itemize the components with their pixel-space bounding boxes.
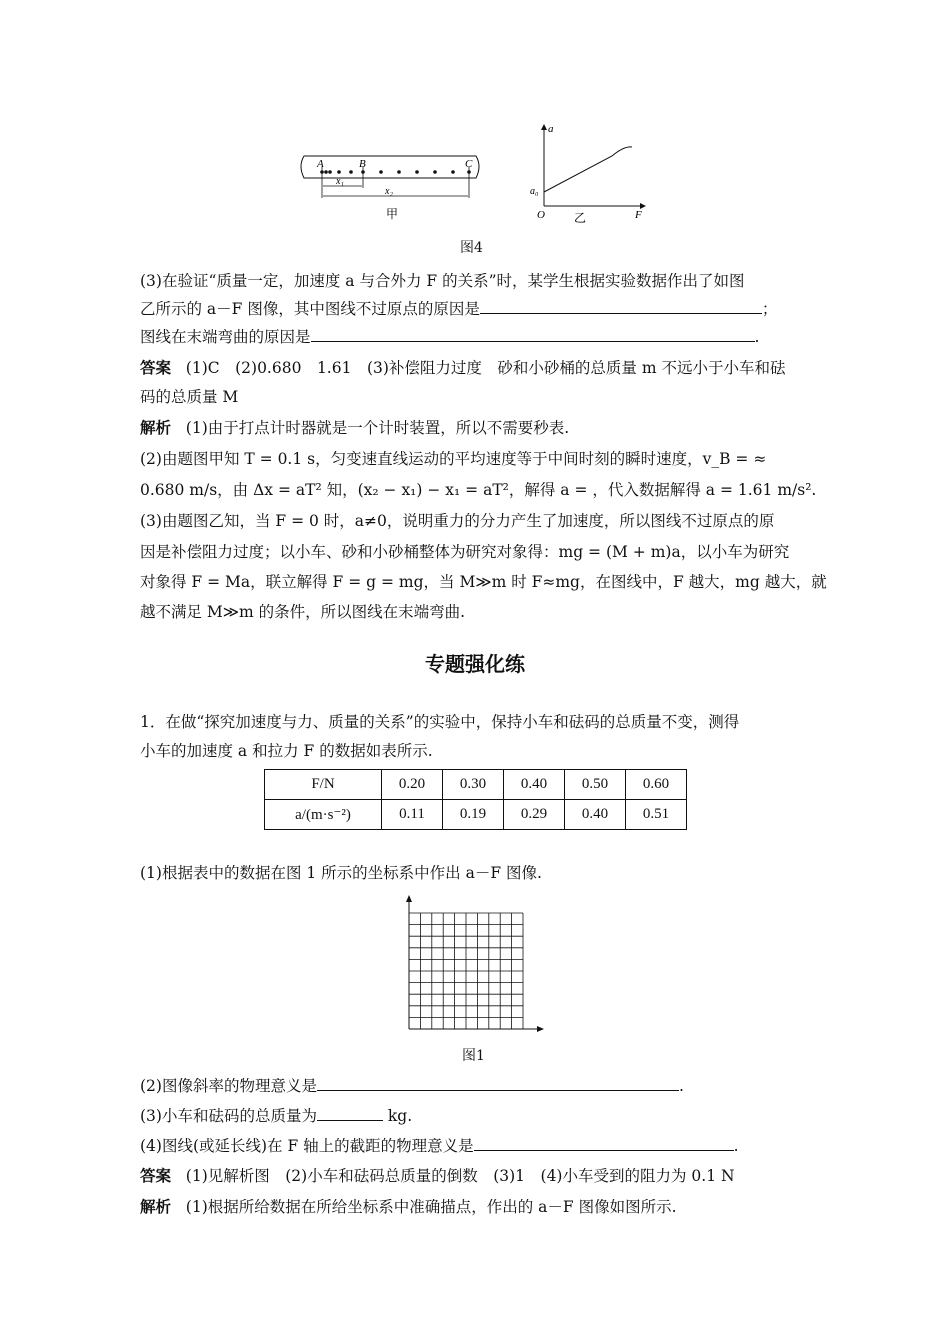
sub3-end: kg.	[382, 1107, 413, 1125]
analysis1-line4: (3)由题图乙知，当 F = 0 时，a≠0，说明重力的分力产生了加速度，所以图线不过原点的原	[140, 512, 775, 530]
sub1-line: (1)根据表中的数据在图 1 所示的坐标系中作出 a－F 图像.	[140, 864, 542, 882]
label-x2: x₂	[385, 186, 393, 197]
tape-dots	[320, 170, 471, 174]
q3-blank2[interactable]	[311, 326, 755, 342]
q3-line3-end: .	[754, 328, 760, 346]
figure4-caption: 图4	[460, 240, 483, 256]
q3-line1: (3)在验证“质量一定，加速度 a 与合外力 F 的关系”时，某学生根据实验数据作出了如图	[140, 272, 745, 290]
table-cell: 0.40	[565, 800, 626, 830]
analysis1-line7: 越不满足 M≫m 的条件，所以图线在末端弯曲.	[140, 603, 466, 621]
data-table	[264, 769, 687, 830]
analysis1-line5: 因是补偿阻力过度；以小车、砂和小砂桶整体为研究对象得：mg = (M + m)a，以小车为研究	[140, 543, 790, 561]
label-A: A	[317, 158, 324, 170]
sub3-text: (3)小车和砝码的总质量为	[140, 1107, 317, 1125]
sub3-blank[interactable]	[317, 1105, 383, 1121]
analysis1-line6: 对象得 F = Ma，联立解得 F = g = mg，当 M≫m 时 F≈mg，在图线中，F 越大，mg 越大，就	[140, 573, 827, 591]
figure1-grid[interactable]	[400, 893, 548, 1035]
table-row	[265, 770, 687, 800]
analysis1-label: 解析	[140, 419, 172, 437]
analysis1-line2: (2)由题图甲知 T = 0.1 s，匀变速直线运动的平均速度等于中间时刻的瞬时速度，v_B = ≈	[140, 450, 767, 468]
table-cell: 0.50	[565, 770, 626, 800]
sub4-text: (4)图线(或延长线)在 F 轴上的截距的物理意义是	[140, 1137, 474, 1155]
analysis1-text1: (1)由于打点计时器就是一个计时装置，所以不需要秒表.	[185, 419, 570, 437]
aF-curve	[544, 147, 632, 192]
intercept-label: a₀	[530, 186, 539, 197]
analysis2-line	[140, 1196, 677, 1218]
problem1-line2: 小车的加速度 a 和拉力 F 的数据如表所示.	[140, 742, 433, 760]
table-cell: 0.40	[504, 770, 565, 800]
problem1-line1: 1．在做“探究加速度与力、质量的关系”的实验中，保持小车和砝码的总质量不变，测得	[140, 713, 740, 731]
sub4-end: .	[733, 1137, 739, 1155]
origin-label: O	[537, 209, 545, 221]
table-cell: 0.20	[382, 770, 443, 800]
table-cell: 0.19	[443, 800, 504, 830]
caption-jia: 甲	[386, 207, 399, 221]
answer1-line2: 码的总质量 M	[140, 388, 239, 406]
table-header-F: F/N	[265, 770, 382, 800]
analysis1-line1	[140, 417, 569, 439]
section-title: 专题强化练	[425, 652, 525, 676]
figure1-caption: 图1	[462, 1048, 485, 1064]
analysis1-line3: 0.680 m/s，由 Δx = aT² 知，(x₂ − x₁) − x₁ = aT²，解得 a = ，代入数据解得 a = 1.61 m/s².	[140, 481, 817, 499]
table-cell: 0.29	[504, 800, 565, 830]
figure4-tape-diagram	[296, 152, 486, 227]
axis-F-label: F	[635, 209, 642, 221]
answer1-text: (1)C (2)0.680 1.61 (3)补偿阻力过度 砂和小砂桶的总质量 m 不远小于小车和砝	[185, 359, 786, 377]
answer2-line	[140, 1165, 735, 1187]
sub2-end: .	[678, 1077, 684, 1095]
label-x1: x₁	[336, 176, 344, 187]
sub4-line	[140, 1135, 739, 1157]
answer1-line1	[140, 357, 785, 379]
table-cell: 0.60	[626, 770, 687, 800]
table-cell: 0.51	[626, 800, 687, 830]
table-cell: 0.11	[382, 800, 443, 830]
q3-line3	[140, 326, 759, 348]
q3-blank1[interactable]	[480, 298, 762, 314]
analysis2-label: 解析	[140, 1198, 172, 1216]
label-B: B	[359, 158, 366, 170]
q3-line2-text: 乙所示的 a－F 图像，其中图线不过原点的原因是	[140, 300, 480, 318]
sub2-text: (2)图像斜率的物理意义是	[140, 1077, 317, 1095]
answer2-text: (1)见解析图 (2)小车和砝码总质量的倒数 (3)1 (4)小车受到的阻力为 0.1 N	[185, 1167, 735, 1185]
sub2-blank[interactable]	[317, 1075, 679, 1091]
sub4-blank[interactable]	[474, 1135, 734, 1151]
label-C: C	[465, 158, 473, 170]
caption-yi: 乙	[574, 211, 587, 225]
answer2-label: 答案	[140, 1167, 172, 1185]
sub2-line	[140, 1075, 684, 1097]
tape-outline	[301, 156, 479, 178]
table-row	[265, 800, 687, 830]
q3-line2-end: ；	[761, 300, 778, 318]
q3-line3-text: 图线在末端弯曲的原因是	[140, 328, 311, 346]
answer1-label: 答案	[140, 359, 172, 377]
figure4-aF-graph	[528, 120, 658, 225]
q3-line2	[140, 298, 777, 320]
table-cell: 0.30	[443, 770, 504, 800]
analysis2-text: (1)根据所给数据在所给坐标系中准确描点，作出的 a－F 图像如图所示.	[185, 1198, 677, 1216]
axis-a-label: a	[548, 123, 554, 135]
sub3-line	[140, 1105, 412, 1127]
table-header-a: a/(m·s⁻²)	[265, 800, 382, 830]
